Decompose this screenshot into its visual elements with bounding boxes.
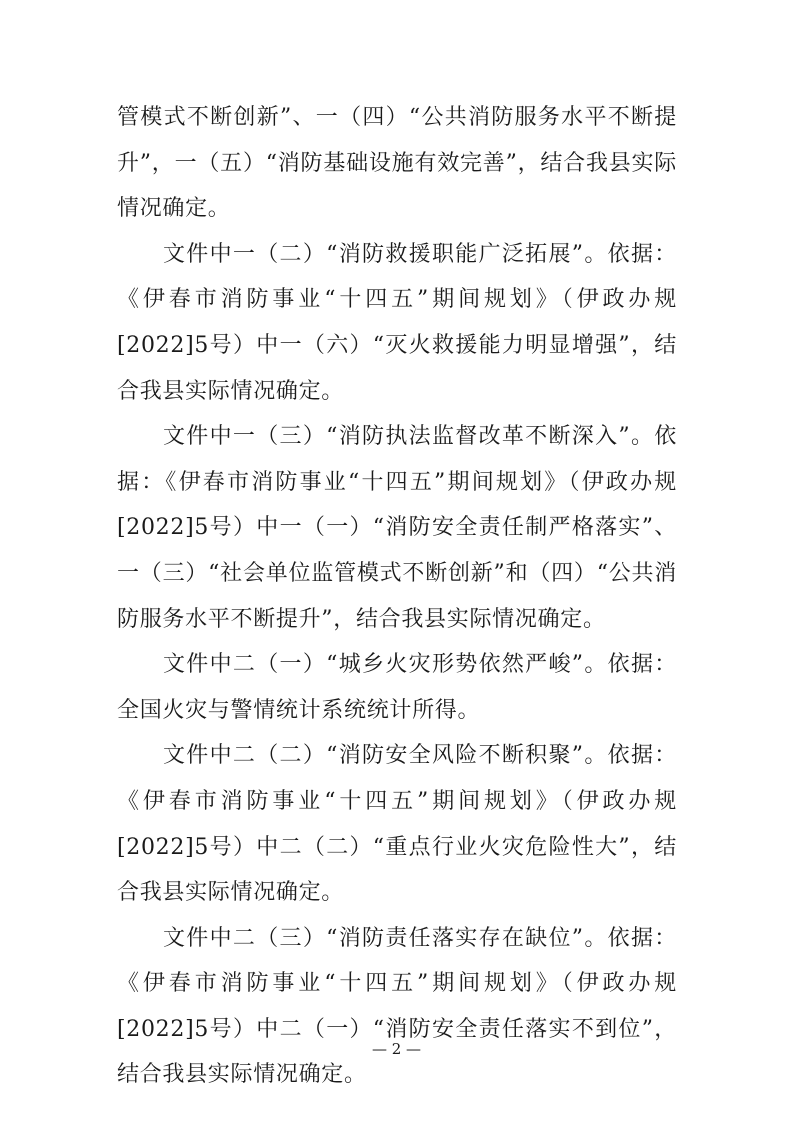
paragraph-basis-2-2: 文件中二（二）“消防安全风险不断积聚”。依据：《伊春市消防事业“十四五”期间规划》（伊政办规[2022]5号）中二（二）“重点行业火灾危险性大”，结合我县实际情况确定。 [117, 743, 677, 906]
paragraph-basis-1-2: 文件中一（二）“消防救援职能广泛拓展”。依据：《伊春市消防事业“十四五”期间规划》（伊政办规[2022]5号）中一（六）“灭火救援能力明显增强”，结合我县实际情况确定。 [117, 241, 677, 404]
paragraph-continuation: 管模式不断创新”、一（四）“公共消防服务水平不断提升”，一（五）“消防基础设施有效完善”，结合我县实际情况确定。 [117, 105, 677, 222]
paragraph-basis-2-3: 文件中二（三）“消防责任落实存在缺位”。依据：《伊春市消防事业“十四五”期间规划》（伊政办规[2022]5号）中二（一）“消防安全责任落实不到位”，结合我县实际情况确定。 [117, 925, 677, 1088]
paragraph-basis-1-3: 文件中一（三）“消防执法监督改革不断深入”。依据：《伊春市消防事业“十四五”期间规划》（伊政办规[2022]5号）中一（一）“消防安全责任制严格落实”、一（三）“社会单位监管模式不断创新”和（四）“公共消防服务水平不断提升”，结合我县实际情况确定。 [117, 424, 677, 632]
paragraph-basis-2-1: 文件中二（一）“城乡火灾形势依然严峻”。依据：全国火灾与警情统计系统统计所得。 [117, 652, 677, 723]
document-body [117, 95, 677, 1098]
page-number: — 2 — [371, 1040, 422, 1058]
